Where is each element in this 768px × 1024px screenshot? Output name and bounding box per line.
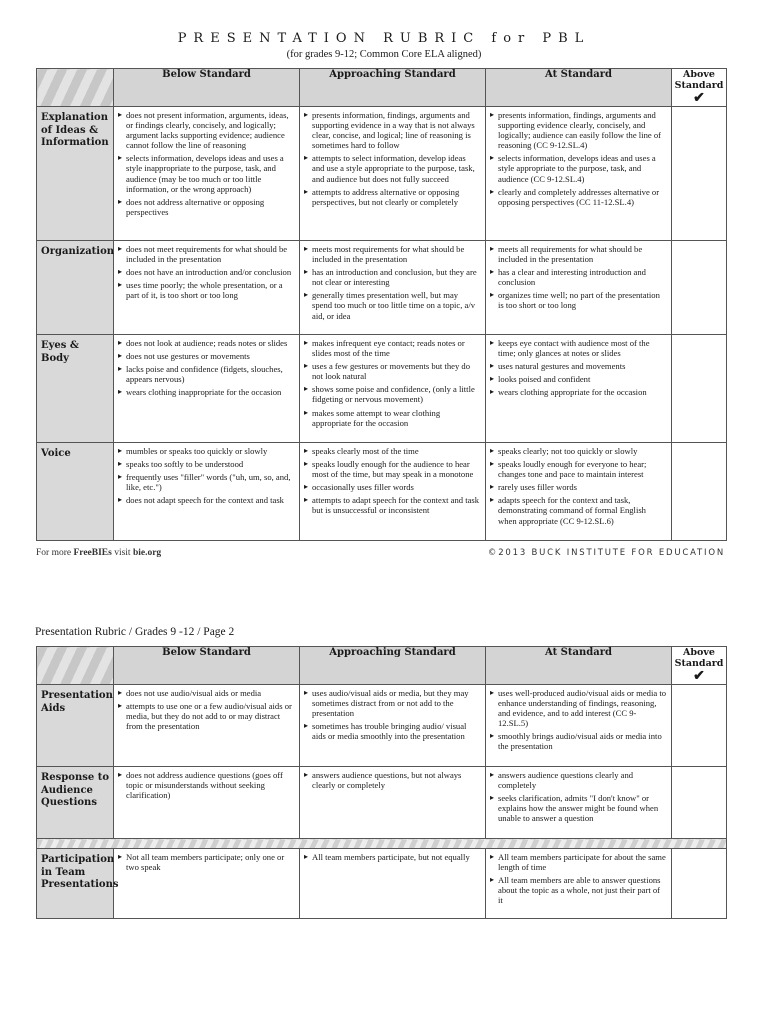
above-cell xyxy=(672,443,727,541)
criterion-item: ▸ frequently uses "filler" words ("uh, um, so, and, like, etc.") xyxy=(118,472,294,492)
footer-freebies xyxy=(36,548,161,558)
criterion-item: ▸ lacks poise and confidence (fidgets, slouches, appears nervous) xyxy=(118,364,294,384)
criterion-item: ▸ does not look at audience; reads notes or slides xyxy=(118,338,294,348)
criterion-item: ▸ occasionally uses filler words xyxy=(304,482,480,492)
criterion-item: ▸ uses audio/visual aids or media, but they may sometimes distract from or not add to the presentation xyxy=(304,688,480,718)
footer-prefix: For more xyxy=(36,548,74,558)
rubric-row xyxy=(37,335,727,443)
criterion-item: ▸ generally times presentation well, but may spend too much or too little time on a topic, a/v aid, or idea xyxy=(304,290,480,320)
criterion-item: ▸ uses a few gestures or movements but they do not look natural xyxy=(304,361,480,381)
criterion-item: ▸ attempts to address alternative or opposing perspectives, but not clearly or completely xyxy=(304,187,480,207)
row-label: Voice xyxy=(37,443,114,541)
criterion-item: ▸ attempts to select information, develop ideas and use a style appropriate to the purpose, task, and audience but does not fully succeed xyxy=(304,153,480,183)
checkmark-icon: ✔ xyxy=(693,668,705,684)
rubric-row xyxy=(37,241,727,335)
criterion-item: ▸ does not meet requirements for what should be included in the presentation xyxy=(118,244,294,264)
page2-heading: Presentation Rubric / Grades 9 -12 / Page 2 xyxy=(35,626,235,638)
criterion-item: ▸ makes infrequent eye contact; reads notes or slides most of the time xyxy=(304,338,480,358)
criterion-item: ▸ All team members participate, but not equally xyxy=(304,852,480,862)
at-cell xyxy=(486,107,672,241)
criterion-item: ▸ presents information, findings, arguments and supporting evidence clearly, concisely, and logically; audience can easily follow the line of reasoning (CC 9-12.SL.4) xyxy=(490,110,666,150)
row-label: Organization xyxy=(37,241,114,335)
header-above-standard-label: Above Standard xyxy=(674,69,724,91)
criterion-item: ▸ speaks too softly to be understood xyxy=(118,459,294,469)
approaching-cell xyxy=(300,443,486,541)
criterion-item: ▸ keeps eye contact with audience most of the time; only glances at notes or slides xyxy=(490,338,666,358)
criterion-item: ▸ attempts to adapt speech for the context and task but is unsuccessful or inconsistent xyxy=(304,495,480,515)
criterion-item: ▸ shows some poise and confidence, (only a little fidgeting or nervous movement) xyxy=(304,384,480,404)
criterion-item: ▸ does not use audio/visual aids or media xyxy=(118,688,294,698)
criterion-item: ▸ answers audience questions clearly and completely xyxy=(490,770,666,790)
criterion-item: ▸ does not address audience questions (goes off topic or misunderstands without seeking clarification) xyxy=(118,770,294,800)
footer-site-link[interactable]: bie.org xyxy=(132,548,162,558)
above-cell xyxy=(672,767,727,839)
rubric-row xyxy=(37,685,727,767)
criterion-item: ▸ does not present information, arguments, ideas, or findings clearly, concisely, and logically; argument lacks supporting evidence; audience cannot follow the line of reasoning xyxy=(118,110,294,150)
row-label: Eyes & Body xyxy=(37,335,114,443)
header-approaching-standard: Approaching Standard xyxy=(300,69,486,107)
above-cell xyxy=(672,849,727,919)
header-above-standard xyxy=(672,647,727,685)
below-cell xyxy=(114,335,300,443)
below-cell xyxy=(114,241,300,335)
criterion-item: ▸ organizes time well; no part of the presentation is too short or too long xyxy=(490,290,666,310)
criterion-item: ▸ meets most requirements for what should be included in the presentation xyxy=(304,244,480,264)
criterion-item: ▸ makes some attempt to wear clothing appropriate for the occasion xyxy=(304,408,480,428)
criterion-item: ▸ selects information, develops ideas and uses a style inappropriate to the purpose, task, and audience (may be too much or too little information, or the wrong approach) xyxy=(118,153,294,193)
criterion-item: ▸ Not all team members participate; only one or two speak xyxy=(118,852,294,872)
page-title: PRESENTATION RUBRIC for PBL xyxy=(177,31,591,46)
page-subtitle: (for grades 9-12; Common Core ELA aligned) xyxy=(286,49,482,60)
rubric-table-page1 xyxy=(36,68,727,541)
separator-stripe xyxy=(37,839,727,849)
row-label: Response to Audience Questions xyxy=(37,767,114,839)
criterion-item: ▸ seeks clarification, admits "I don't know" or explains how the answer might be found when unable to answer a question xyxy=(490,793,666,823)
header-approaching-standard: Approaching Standard xyxy=(300,647,486,685)
header-above-standard-label: Above Standard xyxy=(674,647,724,669)
criterion-item: ▸ does not use gestures or movements xyxy=(118,351,294,361)
above-cell xyxy=(672,241,727,335)
below-cell xyxy=(114,767,300,839)
header-corner xyxy=(37,647,114,685)
criterion-item: ▸ does not adapt speech for the context and task xyxy=(118,495,294,505)
separator-row xyxy=(37,839,727,849)
row-label: Explanation of Ideas & Information xyxy=(37,107,114,241)
below-cell xyxy=(114,443,300,541)
rubric-row xyxy=(37,767,727,839)
approaching-cell xyxy=(300,335,486,443)
approaching-cell xyxy=(300,767,486,839)
criterion-item: ▸ meets all requirements for what should be included in the presentation xyxy=(490,244,666,264)
header-corner xyxy=(37,69,114,107)
rubric-row xyxy=(37,443,727,541)
criterion-item: ▸ answers audience questions, but not always clearly or completely xyxy=(304,770,480,790)
above-cell xyxy=(672,107,727,241)
criterion-item: ▸ smoothly brings audio/visual aids or media into the presentation xyxy=(490,731,666,751)
row-label: Presentation Aids xyxy=(37,685,114,767)
header-at-standard: At Standard xyxy=(486,647,672,685)
criterion-item: ▸ rarely uses filler words xyxy=(490,482,666,492)
at-cell xyxy=(486,443,672,541)
approaching-cell xyxy=(300,241,486,335)
criterion-item: ▸ wears clothing appropriate for the occasion xyxy=(490,387,666,397)
checkmark-icon: ✔ xyxy=(693,90,705,106)
at-cell xyxy=(486,849,672,919)
footer-visit: visit xyxy=(111,548,133,558)
below-cell xyxy=(114,685,300,767)
at-cell xyxy=(486,241,672,335)
criterion-item: ▸ selects information, develops ideas and uses a style appropriate to the purpose, task, and audience (CC 9-12.SL.4) xyxy=(490,153,666,183)
criterion-item: ▸ speaks loudly enough for everyone to hear; changes tone and pace to maintain interest xyxy=(490,459,666,479)
criterion-item: ▸ uses time poorly; the whole presentation, or a part of it, is too short or too long xyxy=(118,280,294,300)
footer-copyright: ©2013 BUCK INSTITUTE FOR EDUCATION xyxy=(487,548,725,558)
rubric-table-page2 xyxy=(36,646,727,919)
at-cell xyxy=(486,767,672,839)
criterion-item: ▸ has a clear and interesting introduction and conclusion xyxy=(490,267,666,287)
header-at-standard: At Standard xyxy=(486,69,672,107)
criterion-item: ▸ All team members participate for about the same length of time xyxy=(490,852,666,872)
header-row xyxy=(37,69,727,107)
approaching-cell xyxy=(300,107,486,241)
above-cell xyxy=(672,685,727,767)
criterion-item: ▸ looks poised and confident xyxy=(490,374,666,384)
at-cell xyxy=(486,685,672,767)
criterion-item: ▸ presents information, findings, arguments and supporting evidence in a way that is not always clear, concise, and logical; line of reasoning is sometimes hard to follow xyxy=(304,110,480,150)
criterion-item: ▸ has an introduction and conclusion, but they are not clear or interesting xyxy=(304,267,480,287)
criterion-item: ▸ uses well-produced audio/visual aids or media to enhance understanding of findings, reasoning, and evidence, and to add interest (CC 9-12.SL.5) xyxy=(490,688,666,728)
criterion-item: ▸ attempts to use one or a few audio/visual aids or media, but they do not add to or may distract from the presentation xyxy=(118,701,294,731)
criterion-item: ▸ clearly and completely addresses alternative or opposing perspectives (CC 11-12.SL.4) xyxy=(490,187,666,207)
at-cell xyxy=(486,335,672,443)
criterion-item: ▸ adapts speech for the context and task, demonstrating command of formal English when appropriate (CC 9-12.SL.6) xyxy=(490,495,666,525)
criterion-item: ▸ sometimes has trouble bringing audio/ visual aids or media smoothly into the presentation xyxy=(304,721,480,741)
rubric-row xyxy=(37,849,727,919)
footer-freebies-word: FreeBIEs xyxy=(73,548,112,558)
criterion-item: ▸ speaks clearly; not too quickly or slowly xyxy=(490,446,666,456)
below-cell xyxy=(114,849,300,919)
header-below-standard: Below Standard xyxy=(114,647,300,685)
header-above-standard xyxy=(672,69,727,107)
row-label: Participation in Team Presentations xyxy=(37,849,114,919)
above-cell xyxy=(672,335,727,443)
criterion-item: ▸ does not have an introduction and/or conclusion xyxy=(118,267,294,277)
criterion-item: ▸ does not address alternative or opposing perspectives xyxy=(118,197,294,217)
criterion-item: ▸ wears clothing inappropriate for the occasion xyxy=(118,387,294,397)
criterion-item: ▸ speaks clearly most of the time xyxy=(304,446,480,456)
approaching-cell xyxy=(300,849,486,919)
below-cell xyxy=(114,107,300,241)
header-below-standard: Below Standard xyxy=(114,69,300,107)
approaching-cell xyxy=(300,685,486,767)
criterion-item: ▸ All team members are able to answer questions about the topic as a whole, not just their part of it xyxy=(490,875,666,905)
header-row xyxy=(37,647,727,685)
rubric-row xyxy=(37,107,727,241)
criterion-item: ▸ uses natural gestures and movements xyxy=(490,361,666,371)
criterion-item: ▸ mumbles or speaks too quickly or slowly xyxy=(118,446,294,456)
criterion-item: ▸ speaks loudly enough for the audience to hear most of the time, but may speak in a monotone xyxy=(304,459,480,479)
